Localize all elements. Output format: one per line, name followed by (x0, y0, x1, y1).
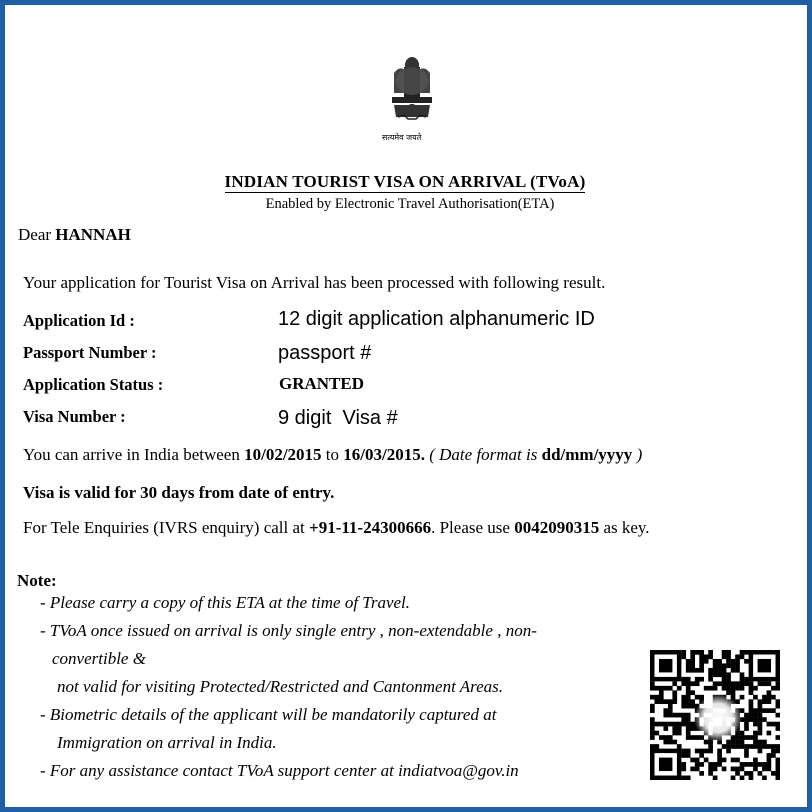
visa-document (5, 5, 807, 807)
visa-validity: Visa is valid for 30 days from date of entry. (23, 483, 335, 502)
passport-number-label: Passport Number : (23, 343, 157, 362)
arrival-window: You can arrive in India between 10/02/2015 to 16/03/2015. ( Date format is dd/mm/yyyy ) (23, 445, 643, 464)
emblem-motto: सत्यमेव जयते (382, 133, 422, 142)
note-line: Immigration on arrival in India. (57, 733, 277, 752)
note-line: not valid for visiting Protected/Restricted and Cantonment Areas. (57, 677, 504, 696)
application-id-value: 12 digit application alphanumeric ID (278, 308, 595, 330)
arrival-start-date: 10/02/2015 (244, 445, 322, 464)
enquiry-key: 0042090315 (514, 518, 600, 537)
note-line: - Biometric details of the applicant will be mandatorily captured at (40, 705, 497, 724)
application-id-label: Application Id : (23, 311, 135, 330)
note-title: Note: (17, 571, 57, 590)
note-line: - For any assistance contact TVoA support center at indiatvoa@gov.in (40, 761, 519, 780)
enquiry-line: For Tele Enquiries (IVRS enquiry) call at +91-11-24300666. Please use 0042090315 as key. (23, 518, 650, 537)
application-status-label: Application Status : (23, 375, 164, 394)
date-format: dd/mm/yyyy (541, 445, 633, 464)
arrival-end-date: 16/03/2015. (343, 445, 425, 464)
visa-number-value: 9 digit Visa # (278, 407, 398, 429)
enquiry-phone: +91-11-24300666 (309, 518, 432, 537)
intro-text: Your application for Tourist Visa on Arrival has been processed with following result. (23, 273, 606, 292)
document-subtitle: Enabled by Electronic Travel Authorisation(ETA) (265, 196, 555, 212)
applicant-name: HANNAH (55, 225, 131, 244)
document-title: INDIAN TOURIST VISA ON ARRIVAL (TVoA) (224, 172, 586, 191)
note-line: - TVoA once issued on arrival is only single entry , non-extendable , non- (40, 621, 537, 640)
note-line: - Please carry a copy of this ETA at the time of Travel. (40, 593, 411, 612)
qr-code-icon (650, 650, 780, 780)
note-line: convertible & (52, 649, 146, 668)
application-status-value: GRANTED (279, 374, 365, 393)
passport-number-value: passport # (278, 342, 372, 364)
visa-number-label: Visa Number : (23, 407, 126, 426)
greeting (18, 225, 131, 245)
greeting-prefix: Dear (18, 225, 52, 244)
